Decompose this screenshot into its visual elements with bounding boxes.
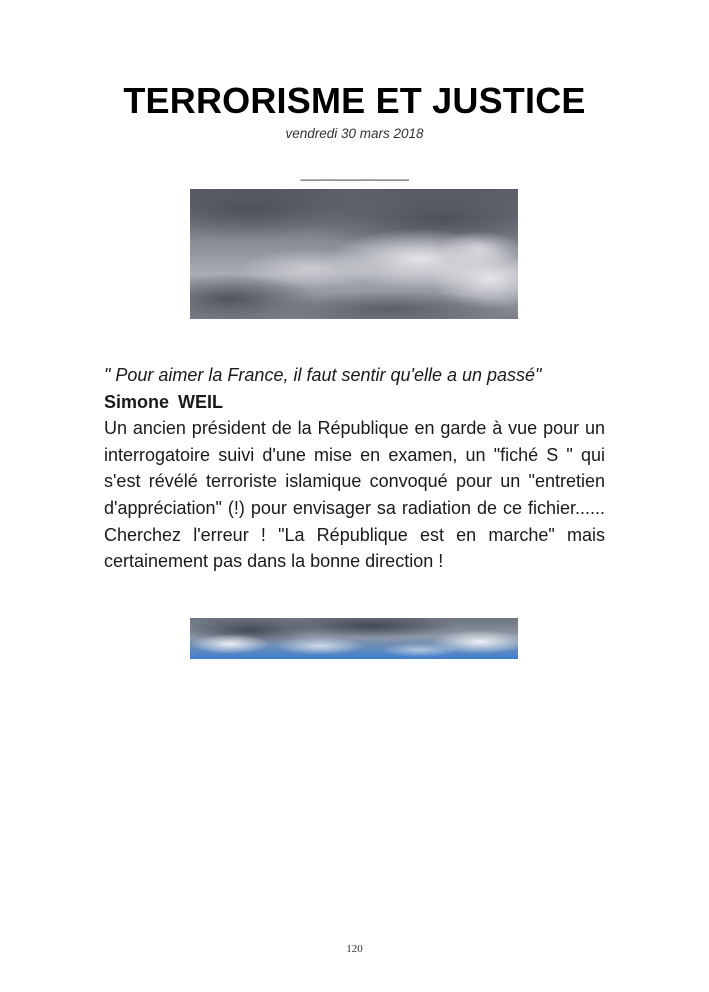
- document-date: vendredi 30 mars 2018: [285, 126, 424, 141]
- quote-author: Simone WEIL: [104, 391, 224, 412]
- page-number: 120: [346, 943, 363, 955]
- body-paragraph: Un ancien président de la République en garde à vue pour un interrogatoire suivi d'une mise en examen, un "fiché S " qui s'est révélé terroriste islamique convoqué pour un "entretien d'appréciation" (!) pour envisager sa radiation de ce fichier...... Cherchez l'erreur ! "La République est en marche" mais certainement pas dans la bonne direction !: [104, 418, 605, 572]
- document-title: TERRORISME ET JUSTICE: [123, 80, 586, 121]
- cloudy-sky-photo: [190, 189, 518, 319]
- quote-text: " Pour aimer la France, il faut sentir qu'elle a un passé": [104, 365, 542, 385]
- article-text: [104, 362, 605, 575]
- sky-panorama-photo: [190, 618, 518, 659]
- separator-line: ________________: [300, 166, 409, 181]
